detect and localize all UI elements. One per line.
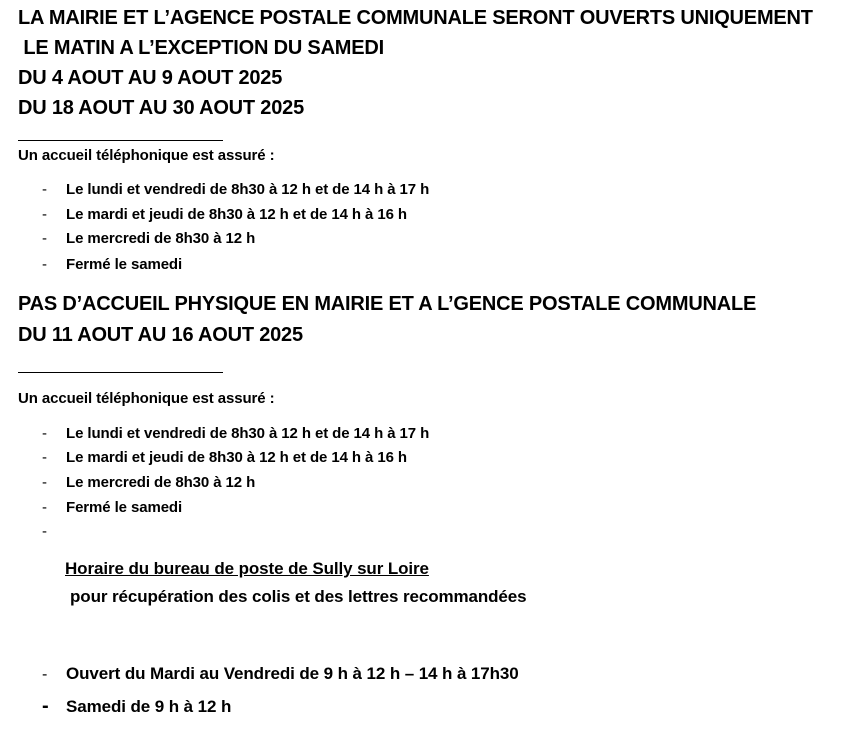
section1-heading-line-1: LA MAIRIE ET L’AGENCE POSTALE COMMUNALE SERONT OUVERTS UNIQUEMENT [18, 7, 813, 29]
list-dash: - [42, 695, 49, 717]
section2-heading-line-1: PAS D’ACCUEIL PHYSIQUE EN MAIRIE ET A L’GENCE POSTALE COMMUNALE [18, 293, 757, 315]
list-item-text: Fermé le samedi [66, 256, 183, 273]
list-item-text: Ouvert du Mardi au Vendredi de 9 h à 12 h – 14 h à 17h30 [66, 664, 519, 683]
section2-divider [18, 372, 223, 373]
section2-heading-line-2: DU 11 AOUT AU 16 AOUT 2025 [18, 324, 303, 346]
list-item-text: Le lundi et vendredi de 8h30 à 12 h et de 14 h à 17 h [66, 181, 430, 198]
section2-phone-intro: Un accueil téléphonique est assuré : [18, 390, 275, 407]
section1-phone-intro: Un accueil téléphonique est assuré : [18, 147, 275, 164]
list-dash: - [42, 666, 48, 683]
list-item-text: Le mercredi de 8h30 à 12 h [66, 230, 256, 247]
list-dash: - [42, 230, 47, 247]
list-item-text: Le lundi et vendredi de 8h30 à 12 h et de 14 h à 17 h [66, 425, 430, 442]
section1-heading-line-2: LE MATIN A L’EXCEPTION DU SAMEDI [18, 37, 385, 59]
list-dash: - [42, 449, 47, 466]
list-item-text: Le mardi et jeudi de 8h30 à 12 h et de 14 h à 16 h [66, 449, 407, 466]
list-dash: - [42, 425, 47, 442]
section1-divider [18, 140, 223, 141]
list-item-text: Samedi de 9 h à 12 h [66, 697, 232, 716]
section1-heading-line-4: DU 18 AOUT AU 30 AOUT 2025 [18, 97, 304, 119]
list-dash: - [42, 499, 47, 516]
post-office-subtitle: pour récupération des colis et des lettres recommandées [70, 587, 527, 606]
post-office-title: Horaire du bureau de poste de Sully sur Loire [65, 559, 429, 578]
list-item-text: Le mercredi de 8h30 à 12 h [66, 474, 256, 491]
section1-heading-line-3: DU 4 AOUT AU 9 AOUT 2025 [18, 67, 283, 89]
list-item-text: Le mardi et jeudi de 8h30 à 12 h et de 14 h à 16 h [66, 206, 407, 223]
list-dash: - [42, 474, 47, 491]
list-dash: - [42, 181, 47, 198]
list-dash: - [42, 206, 47, 223]
list-dash: - [42, 523, 47, 540]
list-item-text: Fermé le samedi [66, 499, 183, 516]
list-dash: - [42, 256, 47, 273]
